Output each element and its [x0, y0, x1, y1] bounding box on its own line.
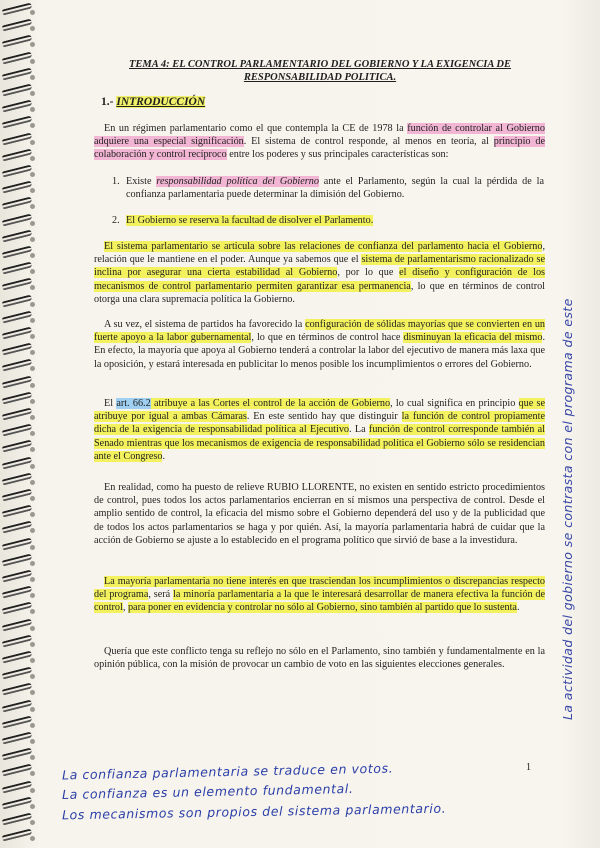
binding-ring [2, 829, 33, 842]
binding-hole [30, 642, 35, 647]
p2-highlight-c: el diseño y configuración de los mecanismos de control parlamentario permiten garantizar esa permanencia [94, 267, 546, 292]
binding-hole [30, 447, 35, 452]
handwritten-note-1: La confianza parlamentaria se traduce en votos. [61, 760, 394, 783]
paragraph-5: En realidad, como ha puesto de relieve RUBIO LLORENTE, no existen en sentido estricto procedimientos de control, pues todos los actos parlamentarios encierran en sí mismos una perspectiva de control. Desde el amplio sentido de control, la eficacia del mismo sobre el Gobierno dependerá del uso y de la publicidad que de todos los actos parlamentarios se haga y por quién. Así, la mayoría parlamentaria habrá de cuidar que la acción de Gobierno se ajuste a lo establecido en el programa político que sirvió de base a la investidura. [94, 482, 545, 546]
binding-ring [2, 343, 33, 356]
binding-hole [30, 42, 35, 47]
binding-ring [2, 586, 33, 599]
p6-text-a: , será [148, 589, 174, 601]
p3-text-a: A su vez, el sistema de partidos ha favorecido la [104, 319, 306, 330]
list-item-1 [112, 175, 545, 201]
binding-ring [2, 148, 33, 161]
p4-highlight-c: la función de control propiamente dicha de la exigencia de responsabilidad política al Ejecutivo [94, 411, 545, 436]
binding-hole [30, 528, 35, 533]
binding-hole [30, 383, 35, 388]
p2-text-c: , lo que en términos de control otorga una clara supremacía política la Gobierno. [94, 280, 546, 305]
binding-hole [30, 545, 35, 550]
binding-hole [30, 221, 35, 226]
title-block [94, 58, 546, 84]
binding-ring [2, 83, 33, 96]
p1-highlight-a: función de controlar al Gobierno adquiere una especial significación [94, 123, 545, 148]
binding-ring [2, 67, 33, 80]
binding-hole [30, 302, 35, 307]
binding-ring [2, 634, 33, 647]
binding-ring [2, 213, 33, 226]
binding-hole [30, 658, 35, 663]
li2-highlight: El Gobierno se reserva la facultad de disolver el Parlamento. [126, 215, 374, 226]
section-number: 1.- [101, 96, 114, 108]
binding-hole [30, 59, 35, 64]
binding-hole [30, 593, 35, 598]
p6-text-c: . [516, 602, 520, 614]
binding-ring [2, 764, 33, 777]
binding-ring [2, 294, 33, 307]
paragraph-1 [94, 122, 545, 162]
p4-text-e: . [162, 450, 166, 462]
binding-ring [2, 229, 33, 242]
binding-hole [30, 707, 35, 712]
binding-ring [2, 650, 33, 663]
binding-hole [30, 140, 35, 145]
binding-ring [2, 100, 33, 113]
binding-ring [2, 618, 33, 631]
binding-hole [30, 788, 35, 793]
binding-ring [2, 2, 33, 15]
p4-article-reference: art. 66.2 [116, 398, 151, 409]
binding-hole [30, 75, 35, 80]
p6-highlight-c: para poner en evidencia y controlar no sólo al Gobierno, sino también al partido que lo sustenta [127, 602, 517, 614]
p2-highlight-a: El sistema parlamentario se articula sobre las relaciones de confianza del parlamento hacia el Gobierno [104, 241, 543, 252]
binding-ring [2, 715, 33, 728]
binding-hole [30, 626, 35, 631]
binding-hole [30, 690, 35, 695]
binding-hole [30, 156, 35, 161]
binding-ring [2, 537, 33, 550]
binding-ring [2, 181, 33, 194]
binding-ring [2, 488, 33, 501]
binding-hole [30, 269, 35, 274]
binding-ring [2, 391, 33, 404]
binding-hole [30, 723, 35, 728]
paragraph-6 [94, 575, 545, 615]
document-title-line-2: RESPONSABILIDAD POLITICA. [243, 72, 397, 83]
binding-ring [2, 521, 33, 534]
binding-hole [30, 512, 35, 517]
binding-hole [30, 431, 35, 436]
binding-hole [30, 204, 35, 209]
binding-hole [30, 366, 35, 371]
binding-ring [2, 197, 33, 210]
binding-hole [30, 350, 35, 355]
list-item-2 [112, 214, 544, 227]
binding-ring [2, 19, 33, 32]
binding-hole [30, 107, 35, 112]
binding-ring [2, 569, 33, 582]
margin-handwritten-note: La actividad del gobierno se contrasta con el programa de este [560, 298, 575, 720]
p4-highlight-b: que se atribuye por igual a ambas Cámaras [94, 398, 545, 423]
list-item-2-number: 2. [112, 215, 120, 226]
binding-hole [30, 172, 35, 177]
p6-highlight-a: La mayoría parlamentaria no tiene interés en que trasciendan los incumplimientos o discrepancias respecto del programa [94, 576, 545, 601]
binding-ring [2, 262, 33, 275]
p3-highlight-b: disminuyan la eficacia del mismo [403, 332, 543, 344]
binding-hole [30, 674, 35, 679]
binding-ring [2, 699, 33, 712]
binding-ring [2, 424, 33, 437]
binding-hole [30, 91, 35, 96]
p3-text-b: , lo que en términos de control hace [251, 332, 404, 344]
li1-highlight: responsabilidad política del Gobierno [156, 176, 319, 187]
binding-hole [30, 820, 35, 825]
p2-highlight-b: sistema de parlamentarismo racionalizado se inclina por asegurar una cierta estabilidad al Gobierno [94, 254, 546, 279]
binding-hole [30, 415, 35, 420]
binding-ring [2, 310, 33, 323]
binding-ring [2, 731, 33, 744]
p1-text-a: En un régimen parlamentario como el que contempla la CE de 1978 la [104, 123, 408, 134]
binding-ring [2, 407, 33, 420]
binding-ring [2, 456, 33, 469]
p2-text-a: , relación que le mantiene en el poder. Aunque ya sabemos que el [94, 241, 545, 266]
binding-hole [30, 188, 35, 193]
spiral-binding [0, 0, 42, 848]
binding-hole [30, 10, 35, 15]
binding-ring [2, 375, 33, 388]
p3-text-c: . En efecto, la mayoría que apoya al Gobierno tenderá a controlar la labor del ejecutivo de manera más laxa que la oposición, y estará interesada en publicitar lo menos posible los incumplimientos o errores del Gobierno. [94, 332, 545, 370]
binding-ring [2, 812, 33, 825]
p3-highlight-a: configuración de sólidas mayorías que se convierten en un fuerte apoyo a la labor gubernamental [94, 319, 546, 344]
binding-ring [2, 683, 33, 696]
binding-ring [2, 51, 33, 64]
p4-text-b: , lo cual significa en principio [390, 398, 519, 409]
paragraph-3 [94, 318, 545, 371]
list-item-1-number: 1. [112, 176, 120, 187]
binding-hole [30, 771, 35, 776]
document-title-line-1: TEMA 4: EL CONTROL PARLAMENTARIO DEL GOBIERNO Y LA EXIGENCIA DE [129, 59, 511, 70]
binding-hole [30, 836, 35, 841]
binding-hole [30, 26, 35, 31]
binding-ring [2, 796, 33, 809]
binding-ring [2, 164, 33, 177]
binding-hole [30, 123, 35, 128]
p6-text-b: , [122, 602, 128, 614]
li1-text-b: ante el Parlamento, según la cual la pérdida de la confianza parlamentaria puede determinar la dimisión del Gobierno. [126, 176, 545, 201]
p4-text-c: . En este sentido hay que distinguir [246, 411, 402, 423]
p1-highlight-b: principio de colaboración y control recíproco [94, 136, 545, 161]
binding-ring [2, 780, 33, 793]
binding-ring [2, 602, 33, 615]
binding-ring [2, 278, 33, 291]
binding-ring [2, 440, 33, 453]
section-heading [101, 96, 205, 108]
binding-hole [30, 285, 35, 290]
paragraph-7: Quería que este conflicto tenga su reflejo no sólo en el Parlamento, sino también y fundamentalmente en la opinión pública, con la misión de provocar un cambio de voto en las siguientes elecciones generales. [94, 646, 545, 671]
p4-text-a: El [104, 398, 117, 409]
p1-text-b: . El sistema de control responde, al menos en teoría, al [243, 136, 494, 148]
li1-text-a: Existe [126, 176, 157, 187]
binding-hole [30, 804, 35, 809]
paragraph-2 [94, 240, 545, 306]
binding-ring [2, 359, 33, 372]
binding-ring [2, 505, 33, 518]
binding-hole [30, 464, 35, 469]
binding-hole [30, 318, 35, 323]
binding-ring [2, 326, 33, 339]
p4-text-d: . La [349, 424, 369, 436]
binding-ring [2, 245, 33, 258]
p4-highlight-a: atribuye a las Cortes el control de la acción de Gobierno [150, 398, 391, 409]
binding-hole [30, 399, 35, 404]
page-number: 1 [526, 762, 531, 773]
handwritten-note-3: Los mecanismos son propios del sistema parlamentario. [61, 800, 447, 823]
p2-text-b: , por lo que [337, 267, 400, 279]
binding-ring [2, 667, 33, 680]
binding-hole [30, 739, 35, 744]
binding-hole [30, 334, 35, 339]
p6-highlight-b: la minoría parlamentaria a la que le interesará desarrollar de manera efectiva la función de control [94, 589, 546, 614]
binding-hole [30, 577, 35, 582]
section-title: INTRODUCCIÓN [116, 96, 206, 108]
binding-hole [30, 561, 35, 566]
handwritten-note-2: La confianza es un elemento fundamental. [61, 780, 354, 803]
binding-hole [30, 496, 35, 501]
binding-hole [30, 253, 35, 258]
binding-hole [30, 480, 35, 485]
binding-hole [30, 609, 35, 614]
p4-highlight-d: función de control corresponde también al Senado mientras que los mecanismos de exigencia de responsabilidad política el Gobierno sólo se residencian ante el Congreso [94, 424, 545, 462]
binding-ring [2, 472, 33, 485]
binding-ring [2, 553, 33, 566]
binding-ring [2, 132, 33, 145]
binding-ring [2, 35, 33, 48]
binding-ring [2, 748, 33, 761]
binding-hole [30, 755, 35, 760]
binding-ring [2, 116, 33, 129]
p1-text-c: entre los poderes y sus principales características son: [226, 149, 449, 161]
paragraph-4 [94, 397, 545, 463]
binding-hole [30, 237, 35, 242]
